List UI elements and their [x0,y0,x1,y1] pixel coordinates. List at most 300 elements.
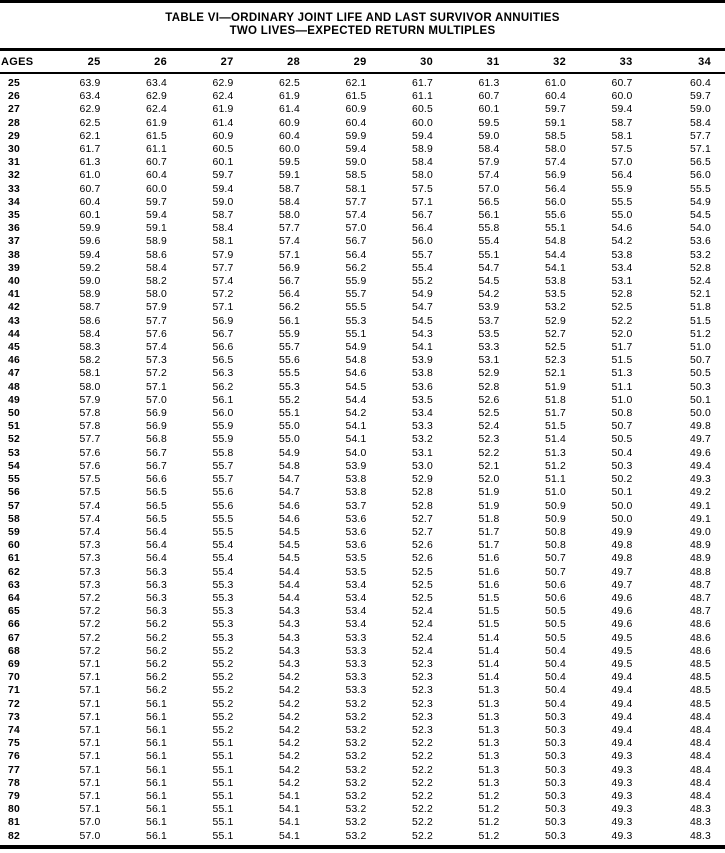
multiple-cell: 58.4 [278,196,300,208]
multiple-cell: 59.9 [345,130,367,142]
multiple-cell: 60.5 [411,104,433,116]
multiple-cell: 57.7 [145,315,167,327]
table-title-line2: TWO LIVES—EXPECTED RETURN MULTIPLES [229,25,496,37]
header-ages: AGES [0,51,37,73]
age-cell: 77 [8,764,20,776]
multiple-cell: 54.3 [278,619,300,631]
multiple-cell: 51.2 [478,817,500,829]
multiple-cell: 52.3 [411,724,433,736]
multiple-cell: 60.7 [478,91,500,103]
multiple-cell: 49.4 [611,698,633,710]
multiple-cell: 49.0 [689,526,711,538]
multiple-cell: 56.1 [145,724,167,736]
multiple-cell: 52.5 [478,408,500,420]
multiple-cell: 51.3 [478,724,500,736]
multiple-cell: 58.5 [544,130,566,142]
multiple-cell: 52.2 [611,315,633,327]
multiple-cell: 57.1 [79,790,101,802]
multiple-cell: 53.8 [544,276,566,288]
multiple-cell: 53.6 [345,540,367,552]
multiple-cell: 51.4 [478,658,500,670]
header-age-28: 28 [237,51,304,73]
table-row [0,816,725,829]
multiple-cell: 56.7 [212,328,234,340]
multiple-cell: 56.7 [145,447,167,459]
multiple-cell: 50.7 [689,355,711,367]
multiple-cell: 54.2 [345,408,367,420]
multiple-cell: 53.5 [478,328,500,340]
multiple-cell: 60.9 [278,117,300,129]
multiple-cell: 59.4 [611,104,633,116]
multiple-cell: 55.9 [345,276,367,288]
multiple-cell: 50.4 [544,658,566,670]
table-row [0,618,725,631]
multiple-cell: 50.4 [544,672,566,684]
table-row [0,130,725,143]
multiple-cell: 61.4 [278,104,300,116]
table-row [0,73,725,90]
multiple-cell: 53.8 [345,487,367,499]
multiple-cell: 54.0 [345,447,367,459]
multiple-cell: 54.0 [689,223,711,235]
multiple-cell: 53.3 [478,342,500,354]
multiple-cell: 62.5 [278,78,300,89]
multiple-cell: 60.7 [145,157,167,169]
age-cell: 68 [8,645,20,657]
multiple-cell: 54.2 [278,672,300,684]
table-row [0,420,725,433]
multiple-cell: 50.3 [544,764,566,776]
multiple-cell: 56.2 [345,262,367,274]
multiple-cell: 53.2 [345,738,367,750]
multiple-cell: 56.7 [145,460,167,472]
multiple-cell: 59.0 [345,157,367,169]
age-cell: 27 [8,104,20,116]
table-row [0,711,725,724]
multiple-cell: 56.2 [145,672,167,684]
multiple-cell: 57.1 [79,804,101,816]
table-row [0,354,725,367]
multiple-cell: 57.3 [79,553,101,565]
multiple-cell: 50.5 [689,368,711,380]
multiple-cell: 52.6 [478,394,500,406]
multiple-cell: 59.4 [411,130,433,142]
multiple-cell: 51.7 [478,526,500,538]
multiple-cell: 58.3 [79,342,101,354]
multiple-cell: 61.5 [145,130,167,142]
multiple-cell: 58.2 [79,355,101,367]
multiple-cell: 51.3 [478,738,500,750]
multiple-cell: 52.4 [411,619,433,631]
multiple-cell: 57.1 [79,724,101,736]
multiple-cell: 55.2 [212,658,234,670]
multiple-cell: 55.2 [212,672,234,684]
multiple-cell: 55.6 [212,487,234,499]
multiple-cell: 54.3 [278,632,300,644]
multiple-cell: 52.4 [478,421,500,433]
table-row [0,803,725,816]
multiple-cell: 51.2 [544,460,566,472]
multiple-cell: 59.1 [145,223,167,235]
multiple-cell: 62.4 [212,91,234,103]
multiple-cell: 57.6 [79,460,101,472]
multiple-cell: 55.3 [278,381,300,393]
multiple-cell: 48.9 [689,540,711,552]
multiple-cell: 57.6 [79,447,101,459]
multiple-cell: 54.2 [278,751,300,763]
multiple-cell: 51.2 [689,328,711,340]
multiple-cell: 56.9 [145,408,167,420]
table-row [0,249,725,262]
multiple-cell: 55.6 [544,210,566,222]
table-row [0,328,725,341]
multiple-cell: 52.8 [478,381,500,393]
multiple-cell: 55.3 [345,315,367,327]
multiple-cell: 48.4 [689,790,711,802]
multiple-cell: 50.9 [544,513,566,525]
multiple-cell: 57.7 [79,434,101,446]
multiple-cell: 48.4 [689,738,711,750]
table-row [0,235,725,248]
multiple-cell: 48.3 [689,830,711,842]
multiple-cell: 58.1 [79,368,101,380]
multiple-cell: 55.7 [212,474,234,486]
multiple-cell: 56.3 [145,579,167,591]
multiple-cell: 50.5 [544,619,566,631]
multiple-cell: 56.1 [145,751,167,763]
multiple-cell: 54.4 [278,592,300,604]
multiple-cell: 57.9 [145,302,167,314]
multiple-cell: 52.2 [411,777,433,789]
multiple-cell: 53.4 [411,408,433,420]
multiple-cell: 55.4 [212,540,234,552]
multiple-cell: 60.1 [212,157,234,169]
multiple-cell: 56.1 [145,804,167,816]
age-cell: 74 [8,724,20,736]
age-cell: 39 [8,262,20,274]
multiple-cell: 53.2 [689,249,711,261]
age-cell: 79 [8,790,20,802]
age-cell: 66 [8,619,20,631]
multiple-cell: 56.6 [145,474,167,486]
multiple-cell: 49.3 [611,817,633,829]
age-cell: 80 [8,804,20,816]
multiple-cell: 61.1 [145,144,167,156]
multiple-cell: 50.3 [689,381,711,393]
multiple-cell: 52.2 [411,817,433,829]
multiple-cell: 53.1 [611,276,633,288]
multiple-cell: 56.0 [689,170,711,182]
multiple-cell: 51.7 [478,540,500,552]
multiple-cell: 56.2 [145,645,167,657]
multiple-cell: 55.5 [689,183,711,195]
multiple-cell: 55.7 [411,249,433,261]
multiple-cell: 55.8 [478,223,500,235]
multiple-cell: 54.1 [278,804,300,816]
multiple-cell: 54.2 [278,685,300,697]
multiple-cell: 60.4 [145,170,167,182]
multiple-cell: 55.9 [212,434,234,446]
age-cell: 53 [8,447,20,459]
multiple-cell: 52.2 [411,790,433,802]
multiple-cell: 55.5 [611,196,633,208]
multiple-cell: 57.2 [79,606,101,618]
multiple-cell: 57.2 [79,592,101,604]
table-row [0,777,725,790]
multiple-cell: 57.7 [689,130,711,142]
multiple-cell: 51.5 [611,355,633,367]
multiple-cell: 54.8 [345,355,367,367]
multiple-cell: 53.2 [345,777,367,789]
multiple-cell: 60.0 [611,91,633,103]
multiple-cell: 54.3 [411,328,433,340]
multiple-cell: 58.4 [478,144,500,156]
multiple-cell: 53.2 [345,724,367,736]
table-row [0,566,725,579]
header-age-26: 26 [104,51,171,73]
multiple-cell: 51.8 [544,394,566,406]
multiple-cell: 52.3 [411,685,433,697]
multiple-cell: 55.3 [212,632,234,644]
table-row [0,684,725,697]
multiple-cell: 61.9 [145,117,167,129]
multiple-cell: 54.2 [278,711,300,723]
age-cell: 67 [8,632,20,644]
age-cell: 46 [8,355,20,367]
multiple-cell: 51.3 [478,764,500,776]
multiple-cell: 59.1 [278,170,300,182]
multiple-cell: 49.3 [611,830,633,842]
multiple-cell: 49.6 [689,447,711,459]
multiple-cell: 61.3 [79,157,101,169]
age-cell: 29 [8,130,20,142]
age-cell: 38 [8,249,20,261]
multiple-cell: 56.5 [689,157,711,169]
multiple-cell: 56.1 [145,711,167,723]
multiple-cell: 54.7 [411,302,433,314]
multiple-cell: 57.3 [79,566,101,578]
multiple-cell: 57.2 [79,619,101,631]
multiple-cell: 57.1 [79,738,101,750]
multiple-cell: 57.5 [79,474,101,486]
age-cell: 52 [8,434,20,446]
multiple-cell: 52.5 [544,342,566,354]
multiple-cell: 59.0 [689,104,711,116]
multiple-cell: 62.4 [145,104,167,116]
multiple-cell: 53.2 [345,804,367,816]
table-row [0,513,725,526]
multiple-cell: 61.1 [411,91,433,103]
multiple-cell: 57.4 [278,236,300,248]
multiple-cell: 54.3 [278,606,300,618]
multiple-cell: 52.9 [478,368,500,380]
multiple-cell: 57.3 [79,540,101,552]
table-row [0,407,725,420]
multiple-cell: 58.4 [689,117,711,129]
age-cell: 25 [8,78,20,89]
age-cell: 48 [8,381,20,393]
multiple-cell: 51.4 [478,672,500,684]
multiple-cell: 52.5 [411,579,433,591]
multiple-cell: 57.4 [79,513,101,525]
multiple-cell: 59.4 [345,144,367,156]
multiple-cell: 52.3 [411,698,433,710]
multiple-cell: 55.4 [478,236,500,248]
table-row [0,288,725,301]
multiple-cell: 52.7 [411,513,433,525]
multiple-cell: 58.2 [145,276,167,288]
multiple-cell: 57.9 [79,394,101,406]
multiple-cell: 59.5 [478,117,500,129]
multiple-cell: 50.5 [611,434,633,446]
multiple-cell: 52.1 [544,368,566,380]
multiple-cell: 53.7 [345,500,367,512]
multiple-cell: 54.6 [345,368,367,380]
multiple-cell: 49.6 [611,606,633,618]
age-cell: 58 [8,513,20,525]
multiple-cell: 59.9 [79,223,101,235]
multiple-cell: 53.3 [345,645,367,657]
multiple-cell: 53.0 [411,460,433,472]
multiple-cell: 51.0 [544,487,566,499]
multiple-cell: 58.9 [145,236,167,248]
header-age-33: 33 [569,51,636,73]
multiple-cell: 57.4 [145,342,167,354]
multiple-cell: 57.1 [79,672,101,684]
multiple-cell: 51.3 [544,447,566,459]
multiple-cell: 48.4 [689,711,711,723]
multiple-cell: 63.4 [145,78,167,89]
multiple-cell: 53.2 [345,830,367,842]
multiple-cell: 53.4 [345,579,367,591]
header-age-34: 34 [636,51,725,73]
multiple-cell: 58.6 [145,249,167,261]
multiple-cell: 60.4 [689,78,711,89]
multiple-cell: 57.0 [145,394,167,406]
multiple-cell: 60.1 [79,210,101,222]
multiple-cell: 51.1 [544,474,566,486]
multiple-cell: 58.7 [212,210,234,222]
multiple-cell: 53.8 [611,249,633,261]
age-cell: 30 [8,144,20,156]
age-cell: 28 [8,117,20,129]
multiple-cell: 56.2 [278,302,300,314]
age-cell: 54 [8,460,20,472]
table-row [0,605,725,618]
multiple-cell: 54.1 [278,830,300,842]
multiple-cell: 56.4 [611,170,633,182]
multiple-cell: 54.9 [411,289,433,301]
multiple-cell: 53.4 [345,606,367,618]
multiple-cell: 51.7 [544,408,566,420]
multiple-cell: 48.9 [689,553,711,565]
multiple-cell: 55.5 [212,513,234,525]
multiple-cell: 50.3 [544,790,566,802]
age-cell: 56 [8,487,20,499]
multiple-cell: 57.9 [212,249,234,261]
age-cell: 75 [8,738,20,750]
multiple-cell: 53.3 [411,421,433,433]
multiple-cell: 50.1 [611,487,633,499]
multiple-cell: 54.7 [278,474,300,486]
multiple-cell: 54.2 [611,236,633,248]
multiple-cell: 50.3 [544,777,566,789]
multiple-cell: 61.0 [544,78,566,89]
multiple-cell: 56.3 [145,566,167,578]
multiple-cell: 53.4 [345,592,367,604]
multiple-cell: 53.5 [411,394,433,406]
multiple-cell: 54.6 [278,500,300,512]
multiple-cell: 51.7 [611,342,633,354]
multiple-cell: 57.7 [278,223,300,235]
multiple-cell: 54.5 [411,315,433,327]
multiple-cell: 54.9 [345,342,367,354]
multiple-cell: 51.3 [478,751,500,763]
multiple-cell: 49.7 [611,579,633,591]
multiple-cell: 49.4 [611,738,633,750]
multiple-cell: 57.6 [145,328,167,340]
header-age-30: 30 [370,51,437,73]
multiple-cell: 53.2 [345,817,367,829]
age-cell: 32 [8,170,20,182]
multiple-cell: 48.7 [689,579,711,591]
table-row [0,790,725,803]
multiple-cell: 57.9 [478,157,500,169]
table-row [0,486,725,499]
multiple-cell: 59.7 [689,91,711,103]
table-row [0,117,725,130]
multiple-cell: 49.4 [611,724,633,736]
multiple-cell: 49.3 [611,764,633,776]
multiple-cell: 50.3 [544,817,566,829]
multiple-cell: 56.1 [145,764,167,776]
multiple-cell: 56.1 [212,394,234,406]
age-cell: 26 [8,91,20,103]
multiple-cell: 62.9 [212,78,234,89]
multiple-cell: 53.5 [345,566,367,578]
multiple-cell: 59.7 [212,170,234,182]
multiple-cell: 58.1 [212,236,234,248]
multiple-cell: 57.0 [478,183,500,195]
multiple-cell: 54.2 [278,764,300,776]
multiple-cell: 54.2 [478,289,500,301]
multiple-cell: 57.2 [79,632,101,644]
multiple-cell: 61.0 [79,170,101,182]
multiple-cell: 59.0 [478,130,500,142]
multiple-cell: 58.0 [411,170,433,182]
multiple-cell: 49.8 [689,421,711,433]
multiple-cell: 58.4 [79,328,101,340]
multiple-cell: 56.2 [145,632,167,644]
multiple-cell: 56.0 [544,196,566,208]
multiple-cell: 51.3 [478,711,500,723]
multiple-cell: 48.7 [689,606,711,618]
multiple-cell: 50.4 [544,645,566,657]
multiple-cell: 59.2 [79,262,101,274]
multiple-cell: 49.4 [611,685,633,697]
multiple-cell: 53.2 [345,698,367,710]
multiple-cell: 60.0 [411,117,433,129]
multiple-cell: 52.5 [411,566,433,578]
multiple-cell: 49.1 [689,500,711,512]
multiple-cell: 52.8 [411,487,433,499]
multiple-cell: 54.4 [345,394,367,406]
multiple-cell: 54.4 [544,249,566,261]
multiple-cell: 54.4 [278,579,300,591]
multiple-cell: 56.2 [145,619,167,631]
table-row [0,209,725,222]
multiple-cell: 56.9 [278,262,300,274]
